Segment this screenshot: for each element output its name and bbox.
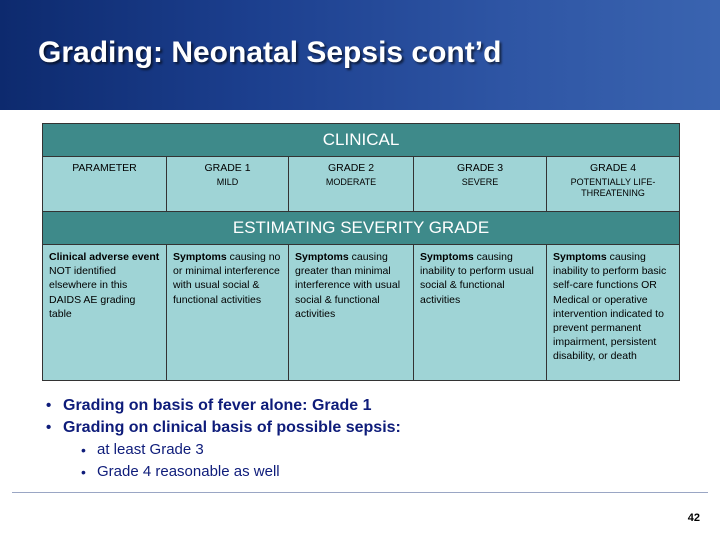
sub-bullet-text: Grade 4 reasonable as well (97, 463, 280, 480)
description-lead: Symptoms (295, 251, 349, 263)
description-lead: Symptoms (173, 251, 227, 263)
bullet-marker: • (46, 397, 52, 414)
sub-bullet-text: at least Grade 3 (97, 441, 204, 458)
column-header-label: GRADE 3 (456, 162, 504, 174)
description-text: causing no or minimal interference with usual social & functional activities (173, 251, 281, 306)
bullet-marker: • (46, 419, 52, 436)
column-header-grade-4 (547, 157, 680, 212)
bullet-list (46, 395, 686, 483)
column-header-sublabel: MILD (216, 177, 239, 187)
bullet-item (46, 395, 686, 417)
column-header-label: GRADE 2 (327, 162, 375, 174)
column-header-grade-3 (414, 157, 547, 212)
description-text: causing greater than minimal interference with usual social & functional activities (295, 251, 401, 320)
description-text: causing inability to perform basic self-care functions OR Medical or operative intervention indicated to prevent permanent impairment, persistent disability, or death (553, 251, 667, 363)
description-cell-grade-1 (167, 245, 289, 381)
description-row (43, 245, 680, 381)
description-text: NOT identified elsewhere in this DAIDS AE grading table (49, 265, 136, 320)
column-header-grade-2 (289, 157, 414, 212)
column-header-label: PARAMETER (72, 162, 137, 174)
grade-header-row (43, 157, 680, 212)
description-lead: Symptoms (420, 251, 474, 263)
description-lead: Clinical adverse event (49, 251, 160, 263)
slide-title: Grading: Neonatal Sepsis cont’d (38, 36, 502, 69)
description-cell-grade-4 (547, 245, 680, 381)
clinical-header: CLINICAL (43, 124, 680, 157)
title-banner (0, 0, 720, 110)
sub-bullet-item (46, 439, 686, 461)
description-lead: Symptoms (553, 251, 607, 263)
column-header-label: GRADE 1 (204, 162, 251, 174)
column-header-sublabel: POTENTIALLY LIFE-THREATENING (570, 177, 656, 198)
column-header-sublabel: MODERATE (325, 177, 377, 187)
footer-divider (12, 492, 708, 493)
description-cell-grade-2 (289, 245, 414, 381)
column-header-sublabel: SEVERE (461, 177, 499, 187)
description-cell-parameter (43, 245, 167, 381)
column-header-parameter (43, 157, 167, 212)
column-header-grade-1 (167, 157, 289, 212)
description-cell-grade-3 (414, 245, 547, 381)
sub-bullet-item (46, 461, 686, 483)
bullet-marker: • (81, 442, 86, 458)
grading-table (42, 123, 680, 381)
page-number: 42 (687, 512, 700, 524)
column-header-label: GRADE 4 (589, 162, 637, 174)
bullet-item (46, 417, 686, 439)
description-text: causing inability to perform usual social & functional activities (420, 251, 534, 306)
bullet-marker: • (81, 464, 86, 480)
severity-header: ESTIMATING SEVERITY GRADE (43, 212, 680, 245)
bullet-text: Grading on clinical basis of possible sepsis: (63, 419, 401, 436)
bullet-text: Grading on basis of fever alone: Grade 1 (63, 397, 372, 414)
